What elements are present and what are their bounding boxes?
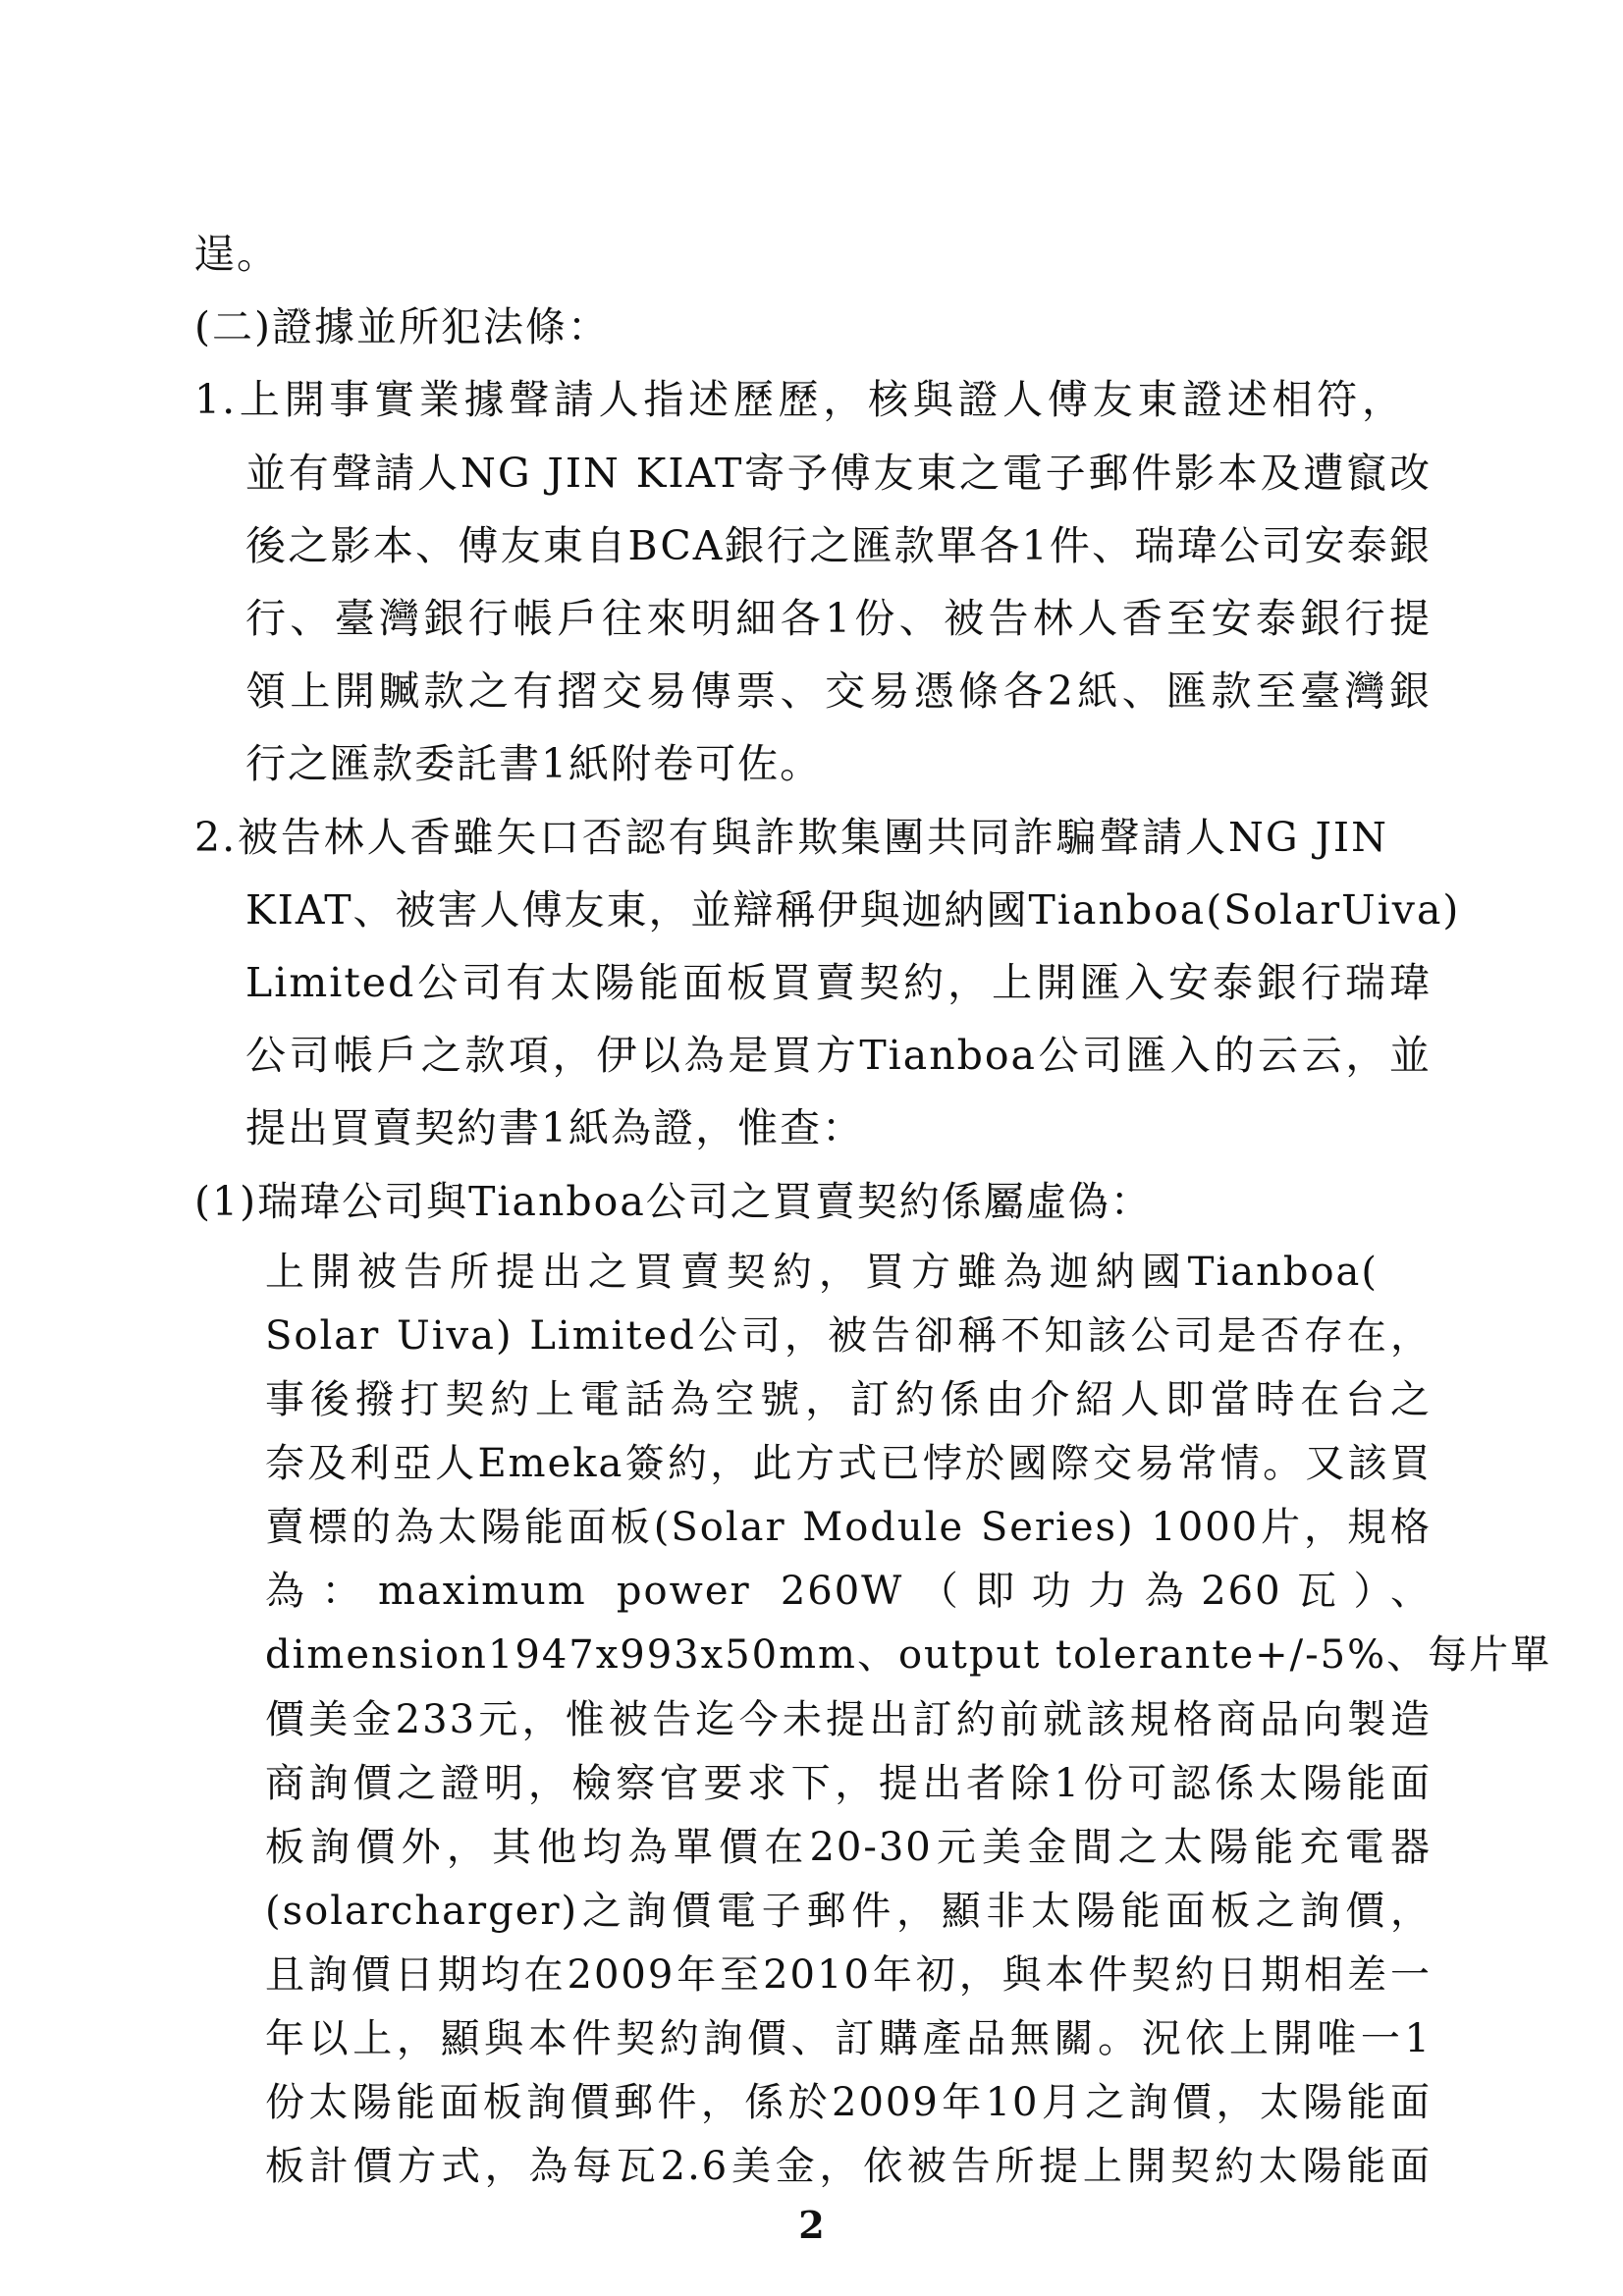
text-line: dimension1947x993x50mm、output tolerante+/-5%、每片單 (265, 1632, 1552, 1678)
text-line: 後之影本、傅友東自BCA銀行之匯款單各1件、瑞瑋公司安泰銀 (245, 522, 1432, 569)
text-line: 領上開贓款之有摺交易傳票、交易憑條各2紙、匯款至臺灣銀 (245, 667, 1432, 715)
text-line: 公司帳戶之款項，伊以為是買方Tianboa公司匯入的云云，並 (245, 1032, 1432, 1079)
text-line: 商詢價之證明，檢察官要求下，提出者除1份可認係太陽能面 (265, 1761, 1432, 1806)
list-item-2-line: 2.被告林人香雖矢口否認有與詐欺集團共同詐騙聲請人NG JIN (194, 814, 1388, 861)
text-line: (solarcharger)之詢價電子郵件，顯非太陽能面板之詢價， (265, 1889, 1432, 1934)
text-line: 上開被告所提出之買賣契約，買方雖為迦納國Tianboa( (265, 1250, 1379, 1295)
page-number: 2 (798, 2203, 825, 2247)
text-line: 為：maximum power 260W（即功力為260瓦）、 (265, 1569, 1432, 1614)
text-line: 板詢價外，其他均為單價在20-30元美金間之太陽能充電器 (265, 1825, 1432, 1870)
text-line: 逞。 (194, 231, 279, 278)
text-line: 份太陽能面板詢價郵件，係於2009年10月之詢價，太陽能面 (265, 2080, 1432, 2125)
text-line: 賣標的為太陽能面板(Solar Module Series) 1000片，規格 (265, 1505, 1432, 1550)
subsection-heading: (1)瑞瑋公司與Tianboa公司之買賣契約係屬虛偽： (194, 1178, 1153, 1225)
text-line: 行、臺灣銀行帳戶往來明細各1份、被告林人香至安泰銀行提 (245, 595, 1432, 642)
text-line: 且詢價日期均在2009年至2010年初，與本件契約日期相差一 (265, 1952, 1432, 1998)
text-line: Limited公司有太陽能面板買賣契約，上開匯入安泰銀行瑞瑋 (245, 959, 1432, 1006)
section-heading: (二)證據並所犯法條： (194, 303, 610, 350)
text-line: 年以上，顯與本件契約詢價、訂購產品無關。況依上開唯一1 (265, 2016, 1432, 2061)
list-item-1-line: 1.上開事實業據聲請人指述歷歷，核與證人傅友東證述相符， (194, 376, 1404, 423)
text-line: 價美金233元，惟被告迄今未提出訂約前就該規格商品向製造 (265, 1697, 1432, 1742)
text-line: 事後撥打契約上電話為空號，訂約係由介紹人即當時在台之 (265, 1377, 1432, 1422)
text-line: Solar Uiva) Limited公司，被告卻稱不知該公司是否存在， (265, 1313, 1432, 1359)
text-line: 奈及利亞人Emeka簽約，此方式已悖於國際交易常情。又該買 (265, 1441, 1432, 1486)
text-line: 並有聲請人NG JIN KIAT寄予傅友東之電子郵件影本及遭竄改 (245, 450, 1432, 497)
text-line: 行之匯款委託書1紙附卷可佐。 (245, 740, 823, 787)
text-line: 提出買賣契約書1紙為證，惟查： (245, 1104, 865, 1151)
text-line: KIAT、被害人傅友東，並辯稱伊與迦納國Tianboa(SolarUiva) (245, 886, 1461, 934)
text-line: 板計價方式，為每瓦2.6美金，依被告所提上開契約太陽能面 (265, 2144, 1432, 2189)
